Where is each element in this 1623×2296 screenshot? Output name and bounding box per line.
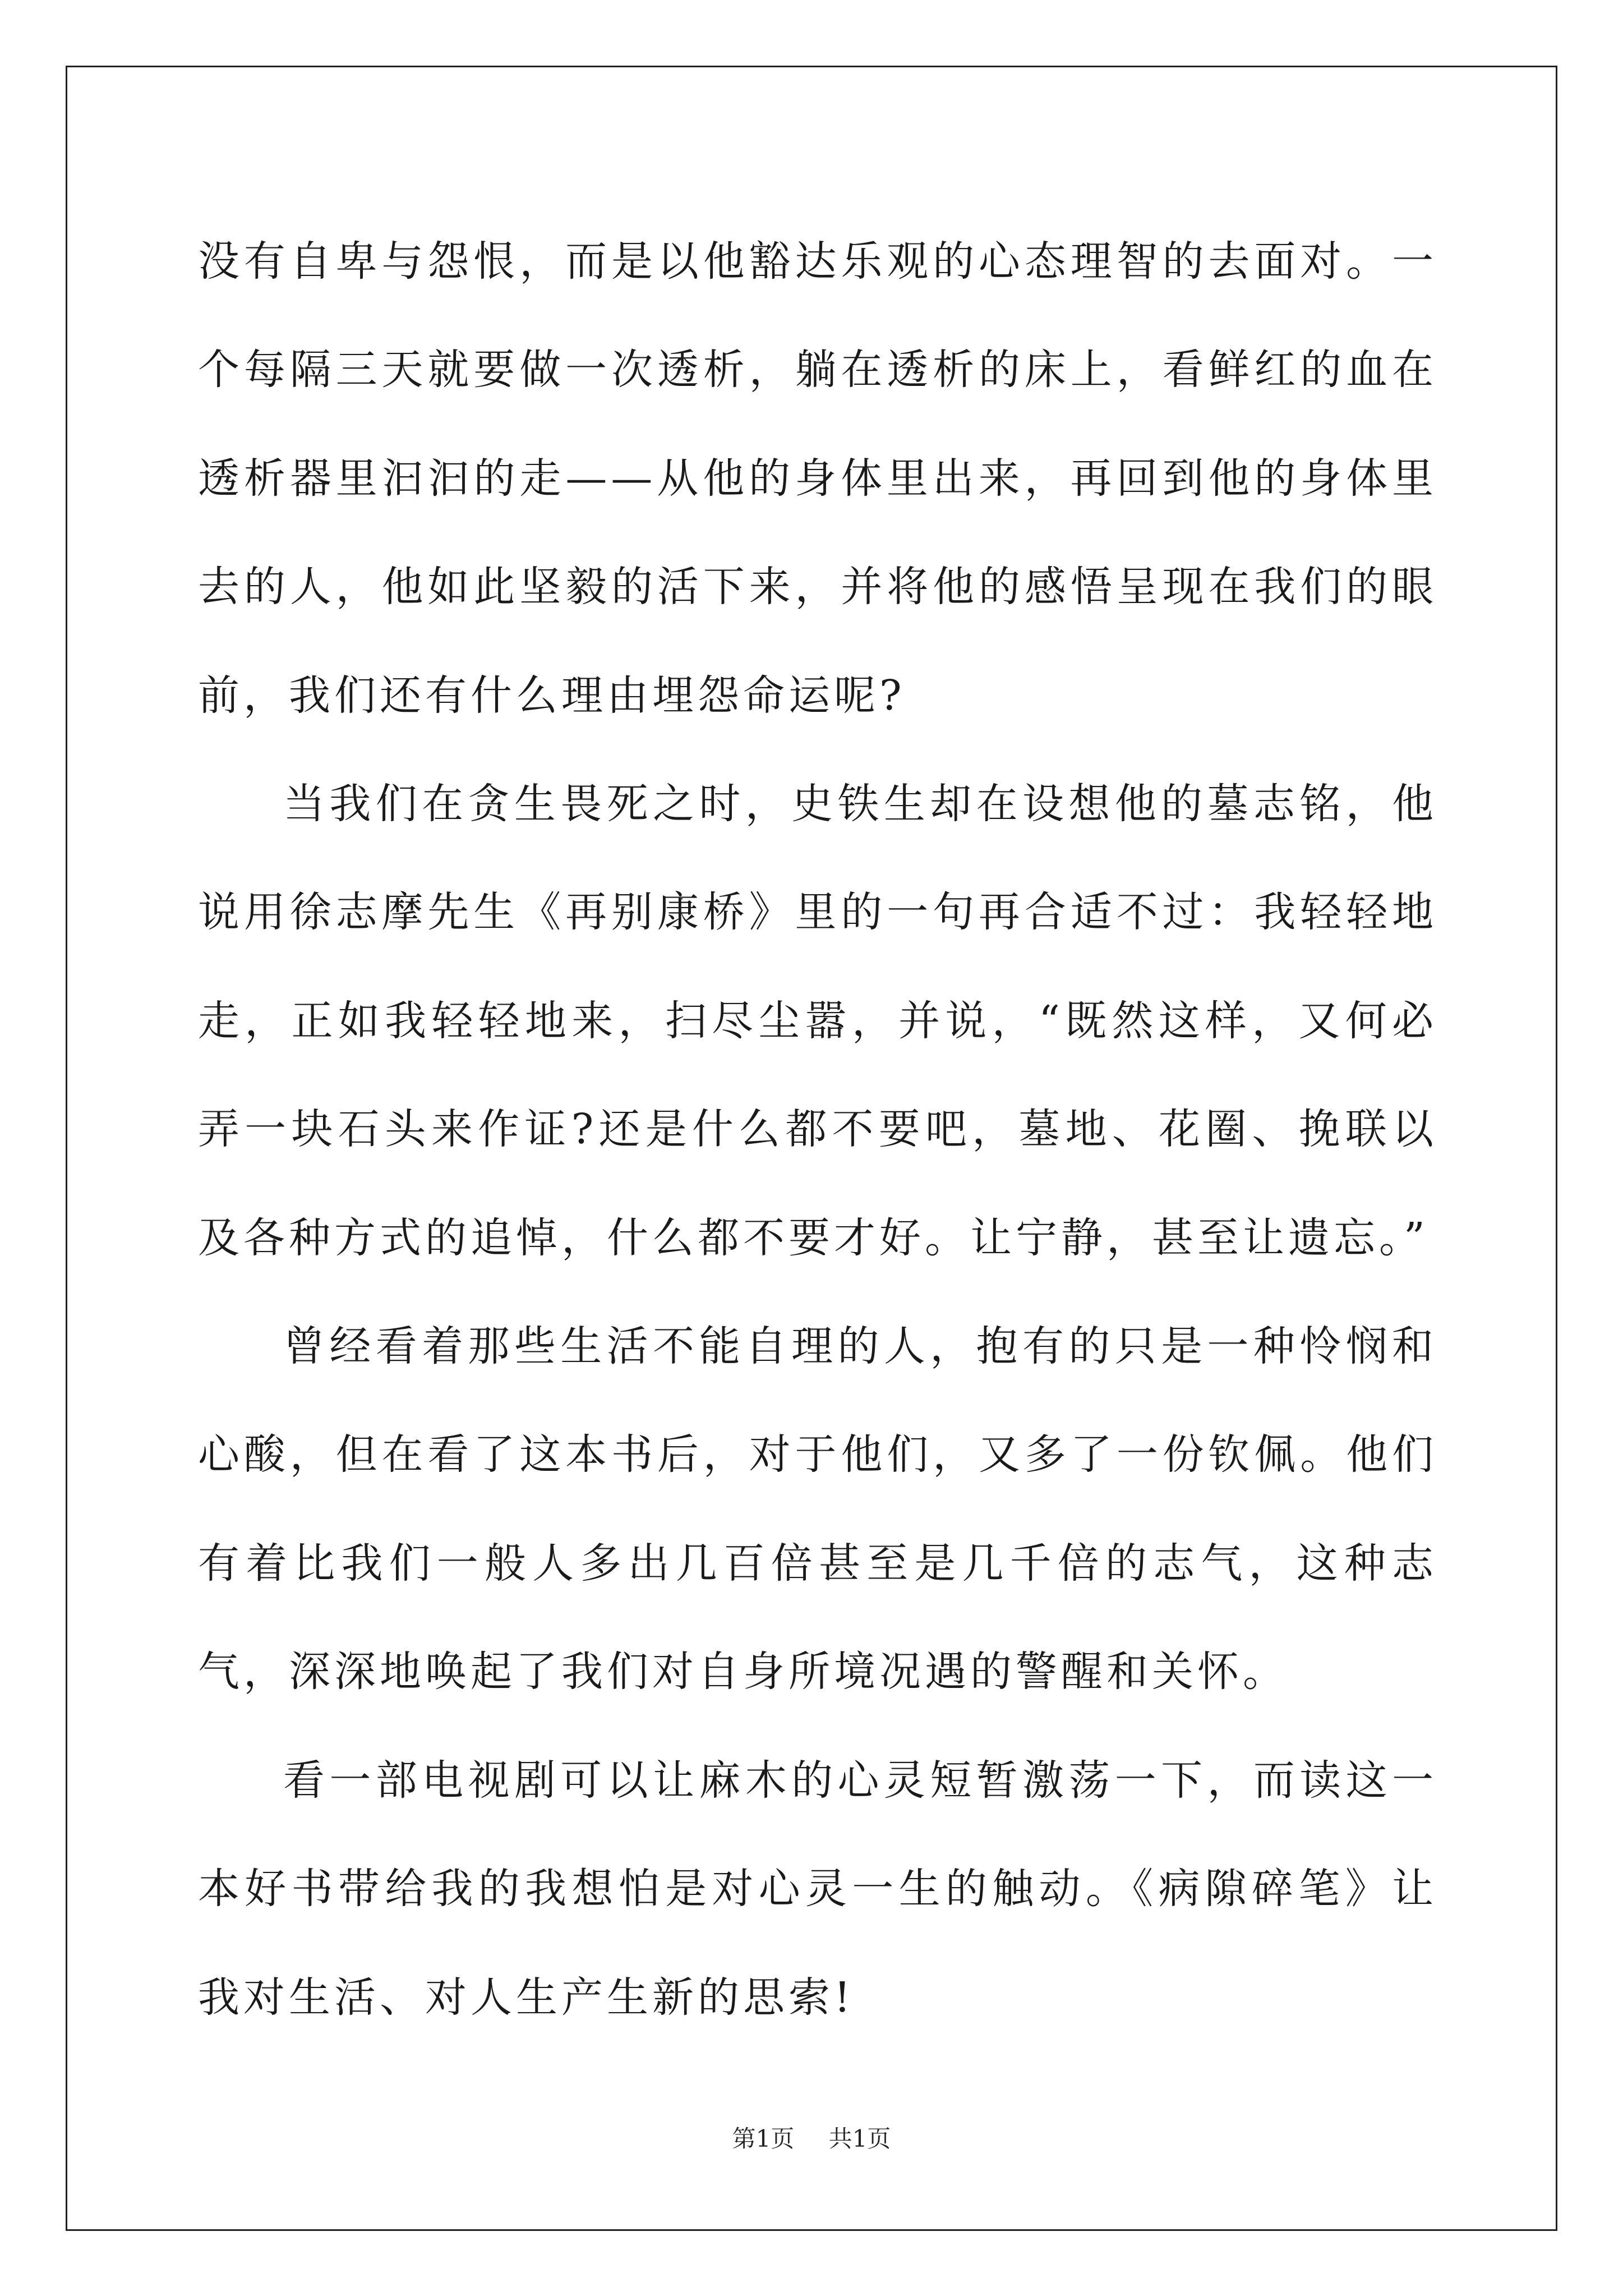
paragraph-2: 当我们在贪生畏死之时，史铁生却在设想他的墓志铭，他说用徐志摩先生《再别康桥》里的一句再合适不过：我轻轻地走，正如我轻轻地来，扫尽尘嚣，并说，“既然这样，又何必弄一块石头来作证?还是什么都不要吧，墓地、花圈、挽联以及各种方式的追悼，什么都不要才好。让宁静，甚至让遗忘。” [198,780,1437,1262]
page-count: 共1页 [828,2125,891,2152]
page-footer [0,2125,1623,2153]
paragraph-4: 看一部电视剧可以让麻木的心灵短暂激荡一下，而读这一本好书带给我的我想怕是对心灵一生的触动。《病隙碎笔》让我对生活、对人生产生新的思索! [198,1756,1437,2022]
paragraph-3: 曾经看着那些生活不能自理的人，抱有的只是一种怜悯和心酸，但在看了这本书后，对于他们，又多了一份钦佩。他们有着比我们一般人多出几百倍甚至是几千倍的志气，这种志气，深深地唤起了我们对自身所境况遇的警醒和关怀。 [198,1322,1437,1696]
page-number: 第1页 [732,2125,795,2152]
document-body [198,208,1437,2052]
paragraph-1: 没有自卑与怨恨，而是以他豁达乐观的心态理智的去面对。一个每隔三天就要做一次透析，躺在透析的床上，看鲜红的血在透析器里汩汩的走——从他的身体里出来，再回到他的身体里去的人，他如此坚毅的活下来，并将他的感悟呈现在我们的眼前，我们还有什么理由埋怨命运呢? [198,237,1437,720]
